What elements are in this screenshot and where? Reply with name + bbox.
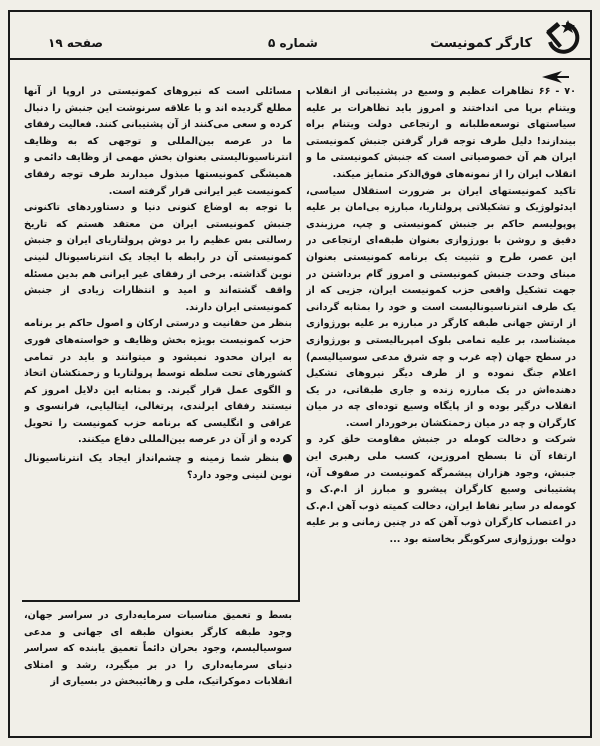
- paragraph: ۷۰ - ۶۶ تظاهرات عظیم و وسیع در پشتیبانی از انقلاب ویتنام برپا می انداختند و امروز باید تظاهرات بر علیه سیاستهای توسعه‌طلبانه و ارتجاعی دولت ویتنام براه بیندازند! دلیل طرف توجه قرار گرفتن جنبش کمونیستی ایران هم آن خصوصیاتی است که جنبش کمونیستی ما و انقلاب ایران را از نمونه‌های فوق‌الذکر متمایز میکند.: [306, 86, 576, 180]
- paragraph: بسط و تعمیق مناسبات سرمایه‌داری در سراسر جهان، وجود طبقه کارگر بعنوان طبقه ای جهانی و مدعی سوسیالیسم، وجود بحران دائماً تعمیق یابنده که سراسر دنیای سرمایه‌داری را در بر میگیرد، رشد و امتلای انقلابات دموکراتیک، ملی و رهائیبخش در بسیاری از: [24, 610, 292, 688]
- question-text: بنظر شما زمینه و چشم‌انداز ایجاد یک انترناسیونال نوین لنینی وجود دارد؟: [24, 453, 292, 481]
- left-column-bottom: [24, 608, 292, 728]
- left-column-top: [24, 84, 292, 596]
- section-divider: [22, 600, 300, 602]
- interview-question: [24, 451, 292, 484]
- issue-number: شماره ۵: [268, 36, 318, 50]
- page-header: [8, 10, 592, 60]
- bullet-icon: [283, 454, 292, 463]
- paragraph: شرکت و دخالت کومله در جنبش مقاومت خلق کرد و ارتقاء آن تا بسطح امروزین، کسب ملی رهبری این جنبش، وجود هزاران پیشمرگه کمونیست در صفوف آن، پشتیبانی وسیع کارگران پیشرو و مبارز از ا.م.ک و کومه‌له در سایر نقاط ایران، دخالت کمیته ذوب آهن ا.م.ک در اعتصاب کارگران ذوب آهن که در چنین زمانی و بر علیه دولت بورژوازی سرکوبگر بخاسته بود ...: [306, 434, 576, 546]
- paragraph: مسائلی است که نیروهای کمونیستی در اروپا از آنها مطلع گردیده اند و با علاقه سرنوشت این جنبش را دنبال کرده و سعی می‌کنند از آن پشتیبانی کنند. فعالیت رفقای ما در عرصه بین‌المللی و توجهی که به وظایف انترناسیونالیستی بعنوان بخش مهمی از وظایف دائمی و همیشگی کمونیستها مبذول میدارند طرف توجه رفقای کمونیست غیر ایرانی قرار گرفته است.: [24, 86, 292, 197]
- paragraph: تاکید کمونیستهای ایران بر ضرورت استقلال سیاسی، ایدئولوژیک و تشکیلاتی پرولتاریا، مبارزه بی‌امان بر علیه پوپولیسم حاکم بر جنبش کمونیستی و چپ، مرزبندی دقیق و روشن با بورژوازی بعنوان طبقه‌ای ارتجاعی در این عصر، طرح و تثبیت یک برنامه کمونیستی بعنوان مبنای وحدت جنبش کمونیستی و امروز گام برداشتن در جهت تشکیل واقعی حزب کمونیست ایران، جزیی که از یک طرف انترناسیونالیست است و خود را بمثابه گردانی از ارتش جهانی طبقه کارگر در مبارزه بر علیه بورژوازی میشناسد، بر علیه تمامی بلوک امپریالیستی و بورژوازی در سطح جهان (چه غرب و چه شرق مدعی سوسیالیسم) اعلام جنگ نموده و از طرف دیگر نیروهای تشکیل دهنده‌اش در یک مبارزه زنده و جاری طبقاتی، در یک انقلاب درگیر بوده و از پایگاه وسیع توده‌ای چه در میان کارگران و چه در میان زحمتکشان برخوردار است.: [306, 185, 576, 429]
- page-number: صفحه ۱۹: [48, 36, 103, 50]
- paragraph: با توجه به اوضاع کنونی دنیا و دستاوردهای تاکنونی جنبش کمونیستی ایران من معتقد هستم که تاریخ رسالتی بس عظیم را بر دوش پرولتاریای ایران و جنبش کمونیستی آن در رابطه با ایجاد یک انترناسیونال لنینی نوین گذاشته. برخی از رفقای غیر ایرانی هم بدین مسئله واقف گشته‌اند و امید و انتظارات زیادی از جنبش کمونیستی ایران دارند.: [24, 202, 292, 313]
- hammer-sickle-icon: [540, 16, 580, 56]
- column-divider: [298, 90, 300, 600]
- publication-title: کارگر کمونیست: [430, 36, 532, 51]
- paragraph: بنظر من حقانیت و درستی ارکان و اصول حاکم بر برنامه حزب کمونیست بویژه بخش وظایف و خواسته‌های فوری به ایران محدود نمیشود و میتوانند و باید در تمامی کشورهای تحت سلطه توسط پرولتاریا و زحمتکشان اتخاذ و الگوی عمل قرار گیرند. و بمثابه این دلایل امروز کم نیستند رفقای ایرلندی، پرتغالی، ایتالیایی، فرانسوی و عراقی و انگلیسی که برنامه حزب کمونیست را تحویل کرده و از آن در عرصه بین‌المللی دفاع میکنند.: [24, 318, 292, 446]
- right-column: [306, 84, 576, 724]
- arrow-marker-icon: [540, 70, 570, 84]
